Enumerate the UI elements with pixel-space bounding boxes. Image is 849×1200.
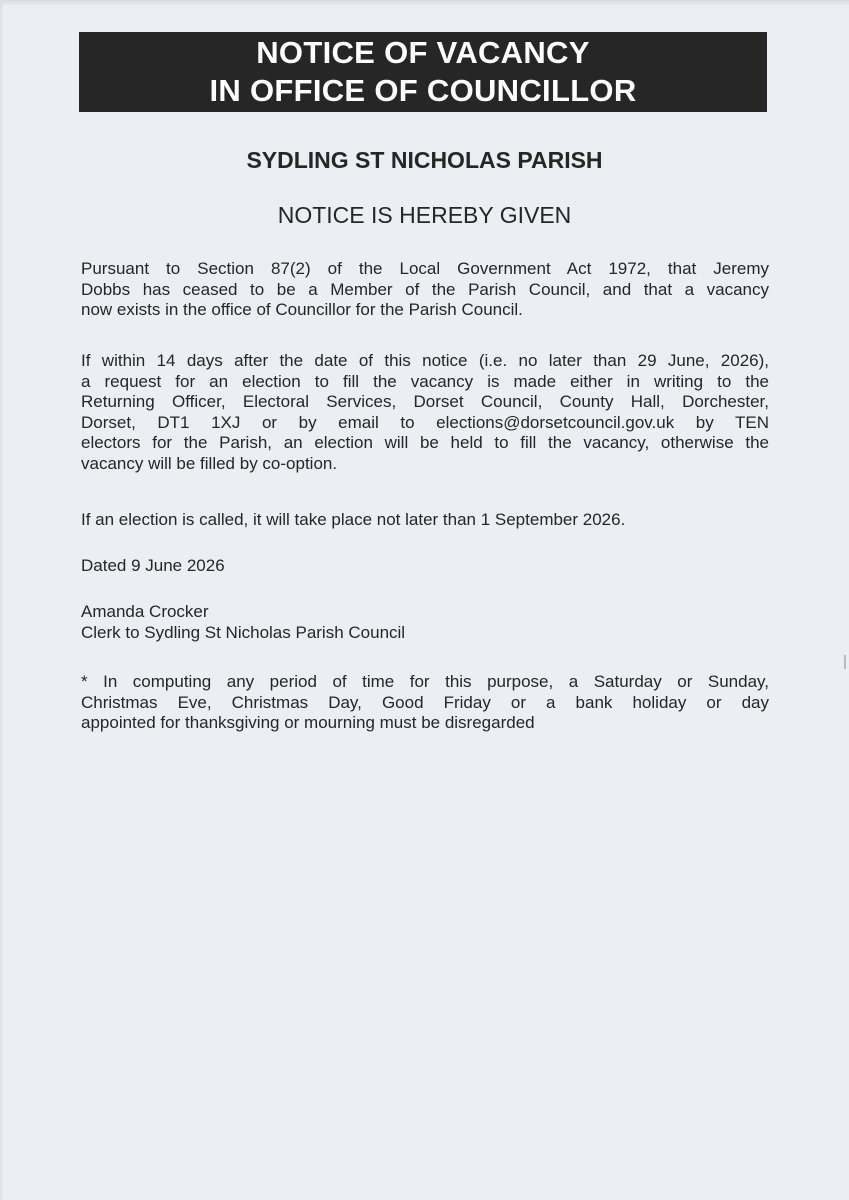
paragraph-line: appointed for thanksgiving or mourning must be disregarded bbox=[81, 713, 535, 732]
scan-artifact bbox=[844, 655, 846, 669]
notice-given-heading: NOTICE IS HEREBY GIVEN bbox=[277, 202, 572, 228]
election-date-paragraph bbox=[81, 510, 769, 531]
paragraph-line: If within 14 days after the date of this notice (i.e. no later than 29 June, 2026), bbox=[81, 351, 769, 370]
paragraph-line: * In computing any period of time for this purpose, a Saturday or Sunday, bbox=[81, 672, 769, 691]
paragraph-line: Christmas Eve, Christmas Day, Good Friday or a bank holiday or day bbox=[81, 692, 769, 712]
title-line-2: IN OFFICE OF COUNCILLOR bbox=[209, 73, 637, 108]
title-banner bbox=[79, 32, 767, 112]
paragraph-line: Dorset, DT1 1XJ or by email to elections@dorsetcouncil.gov.uk by TEN bbox=[81, 412, 769, 432]
paragraph-line: a request for an election to fill the vacancy is made either in writing to the bbox=[81, 371, 769, 391]
paragraph-line: Pursuant to Section 87(2) of the Local Government Act 1972, that Jeremy bbox=[81, 259, 769, 278]
pursuant-paragraph bbox=[81, 259, 769, 321]
paragraph-line: If an election is called, it will take place not later than 1 September 2026. bbox=[81, 510, 626, 529]
title-line-1: NOTICE OF VACANCY bbox=[256, 35, 590, 70]
paragraph-line: electors for the Parish, an election will be held to fill the vacancy, otherwise the bbox=[81, 433, 769, 452]
paragraph-line: Dobbs has ceased to be a Member of the Parish Council, and that a vacancy bbox=[81, 279, 769, 299]
paragraph-line: now exists in the office of Councillor for the Parish Council. bbox=[81, 300, 523, 319]
signatory-block bbox=[81, 602, 769, 643]
parish-heading: SYDLING ST NICHOLAS PARISH bbox=[246, 147, 603, 173]
election-request-paragraph bbox=[81, 351, 769, 474]
paragraph-line: Returning Officer, Electoral Services, Dorset Council, County Hall, Dorchester, bbox=[81, 392, 769, 411]
signatory-name: Amanda Crocker bbox=[81, 602, 209, 621]
dated-line bbox=[81, 556, 769, 577]
page-edge-left bbox=[0, 0, 4, 1200]
paragraph-line: vacancy will be filled by co-option. bbox=[81, 453, 338, 473]
footnote-paragraph bbox=[81, 672, 769, 734]
notice-date: Dated 9 June 2026 bbox=[81, 556, 225, 575]
signatory-role: Clerk to Sydling St Nicholas Parish Council bbox=[81, 622, 406, 642]
page-edge-top bbox=[0, 0, 849, 6]
